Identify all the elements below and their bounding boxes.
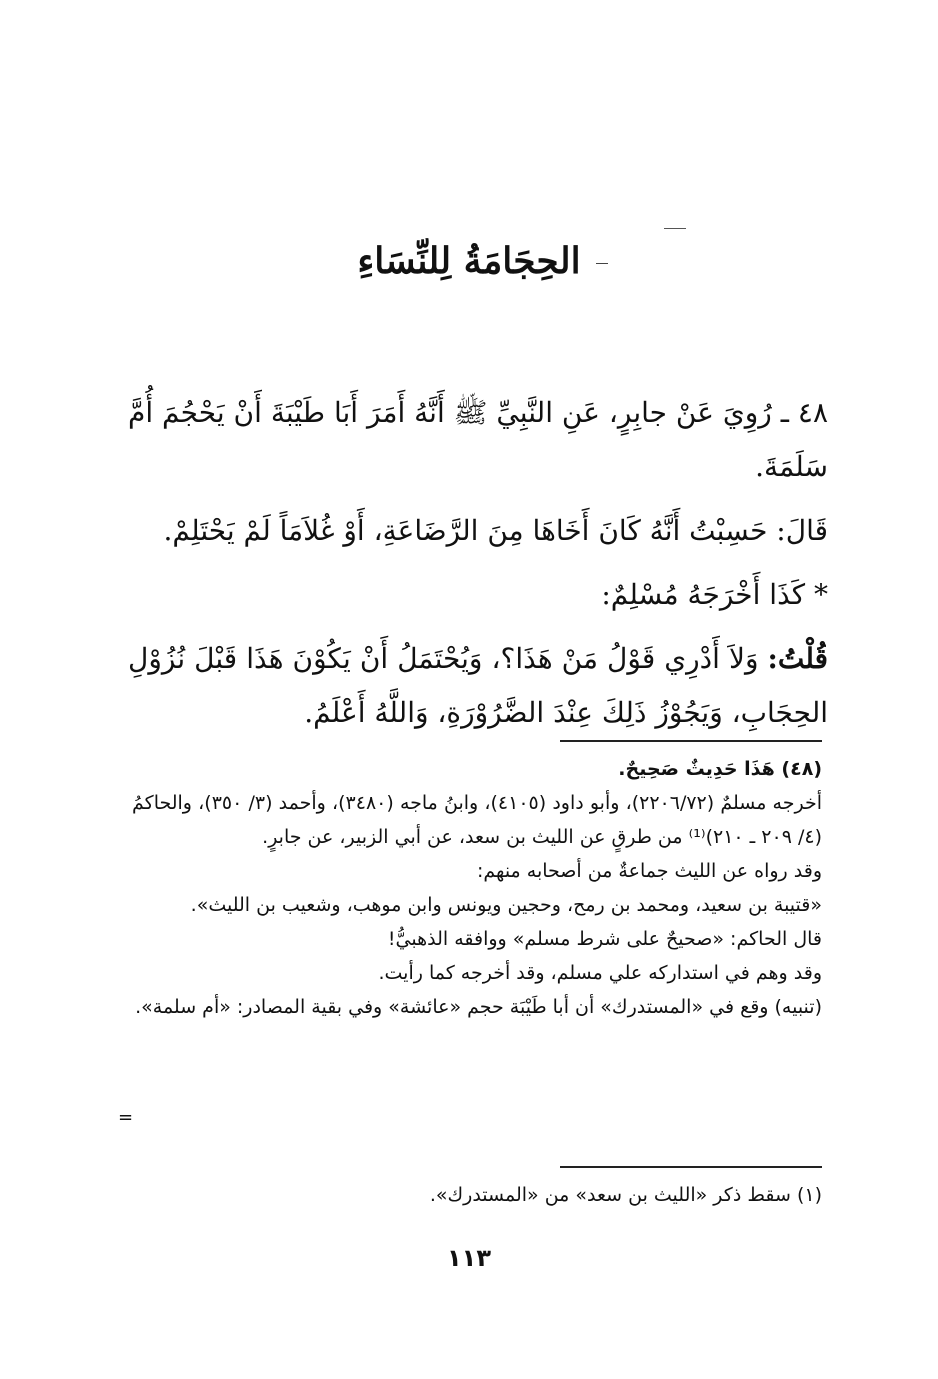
footnote-separator [560,1166,822,1168]
title-ornament [596,263,608,264]
notes-separator [560,740,822,742]
hadith-text: رُوِيَ عَنْ جابِرٍ، عَنِ النَّبِيِّ ﷺ أَنَّهُ أَمَرَ أَبَا طَيْبَةَ أَنْ يَحْجُمَ أُمَّ سَلَمَةَ. [128,396,828,483]
qultu-label: قُلْتُ: [767,642,828,675]
note-line: وقد رواه عن الليث جماعةٌ من أصحابه منهم: [477,860,822,882]
decorative-dash [664,228,686,229]
note-line: «قتيبة بن سعيد، ومحمد بن رمح، وحجين ويونس وابن موهب، وشعيب بن الليث». [190,894,822,916]
qultu-text: وَلاَ أَدْرِي قَوْلُ مَنْ هَذَا؟، وَيُحْتَمَلُ أَنْ يَكُوْنَ هَذَا قَبْلَ نُزُوْلِ الحِجَابِ، وَيَجُوْزُ ذَلِكَ عِنْدَ الضَّرُوْرَةِ، وَاللَّهُ أَعْلَمُ. [128,642,828,729]
note-line: (تنبيه) وقع في «المستدرك» أن أبا طَيْبَة حجم «عائشة» وفي بقية المصادر: «أم سلمة». [135,996,822,1018]
qala-paragraph [128,504,828,558]
qala-label: قَالَ: [776,514,828,547]
hadith-paragraph [128,386,828,494]
notes-section [132,752,822,1024]
note-line: قال الحاكم: «صحيحٌ على شرط مسلم» ووافقه الذهبيُّ! [387,928,822,950]
continuation-mark: = [118,1107,134,1128]
takhrij-line: * كَذَا أَخْرَجَهُ مُسْلِمٌ: [601,578,828,611]
qultu-paragraph [128,632,828,740]
qala-text: حَسِبْتُ أَنَّهُ كَانَ أَخَاهَا مِنَ الرَّضَاعَةِ، أَوْ غُلاَمَاً لَمْ يَحْتَلِمْ. [163,514,768,547]
chapter-title: الحِجَامَةُ لِلنِّسَاءِ [357,240,581,282]
page-number: ١١٣ [447,1244,491,1272]
hadith-number: ٤٨ ـ [780,396,828,429]
footnote: (١) سقط ذكر «الليث بن سعد» من «المستدرك». [429,1184,822,1206]
note-line: أخرجه مسلمٌ (٢٢٠٦/٧٢)، وأبو داود (٤١٠٥)، وابنُ ماجه (٣٤٨٠)، وأحمد (٣/ ٣٥٠)، والحاكمُ (٤/ ٢٠٩ ـ ٢١٠)⁽¹⁾ من طرقٍ عن الليث بن سعد، عن أبي الزبير، عن جابرٍ. [132,792,822,848]
main-text [128,386,828,750]
note-line: وقد وهم في استداركه علي مسلم، وقد أخرجه كما رأيت. [378,962,822,984]
note-heading: (٤٨) هَذَا حَدِيثٌ صَحِيحٌ. [618,758,822,780]
